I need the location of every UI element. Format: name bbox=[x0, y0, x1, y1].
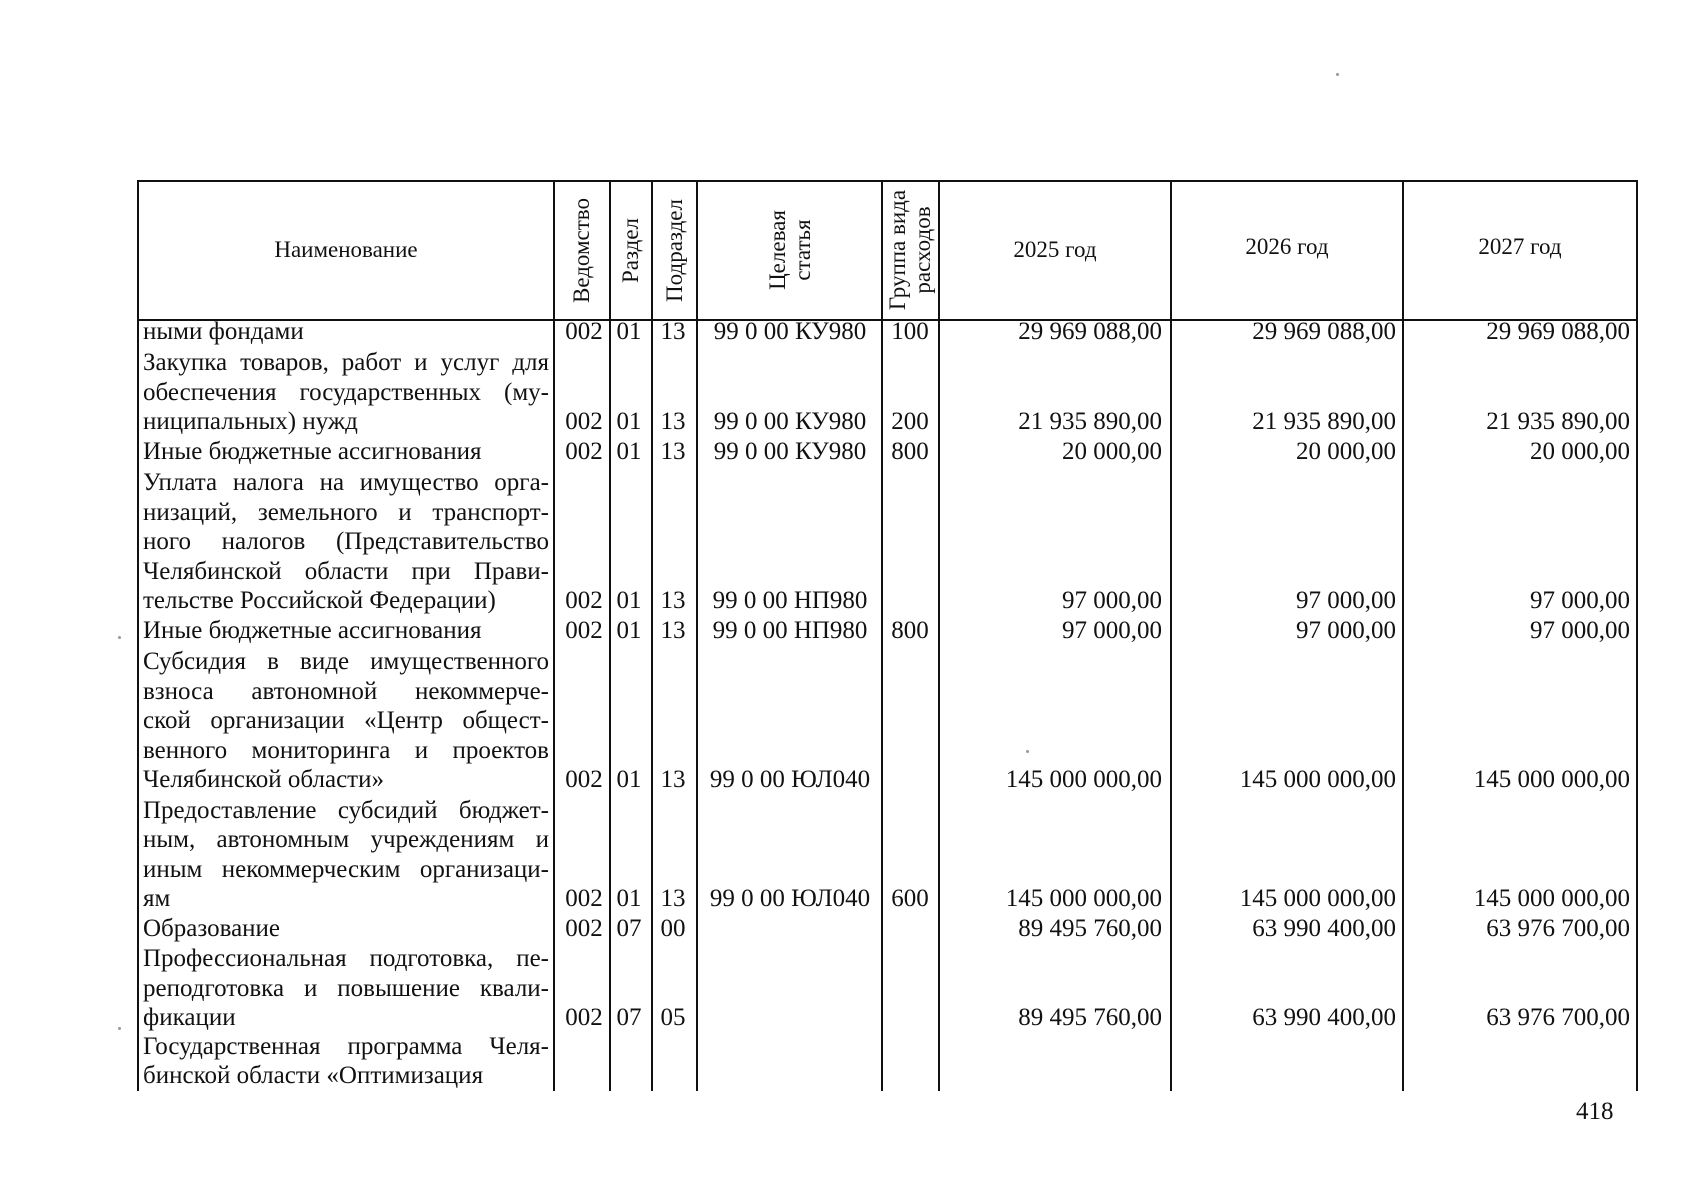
scan-speck bbox=[1026, 750, 1029, 753]
table-row bbox=[0, 944, 1693, 1033]
row-podrazdel: 13 bbox=[660, 587, 686, 615]
row-gruppa-rashodov: 100 bbox=[891, 318, 929, 346]
row-amount-2026: 21 935 890,00 bbox=[1252, 408, 1396, 436]
row-name bbox=[143, 944, 549, 1033]
row-celevaya-statya: 99 0 00 НП980 bbox=[712, 617, 868, 645]
row-amount-2026: 97 000,00 bbox=[1296, 587, 1396, 615]
row-name-line: Челябинской области при Прави- bbox=[143, 557, 549, 585]
row-amount-2027: 63 976 700,00 bbox=[1486, 1004, 1630, 1032]
row-name-line: Иные бюджетные ассигнования bbox=[143, 438, 482, 466]
row-amount-2026: 97 000,00 bbox=[1296, 617, 1396, 645]
row-celevaya-statya: 99 0 00 ЮЛ040 bbox=[709, 885, 871, 913]
row-name-line: Уплата налога на имущество орга- bbox=[143, 469, 549, 497]
table-row bbox=[0, 317, 1693, 347]
header-2026-label: 2026 год bbox=[1245, 234, 1329, 259]
row-name-line: бинской области «Оптимизация bbox=[143, 1062, 484, 1090]
row-name-line: фикации bbox=[143, 1004, 236, 1032]
row-gruppa-rashodov: 200 bbox=[891, 408, 929, 436]
page-number: 418 bbox=[1576, 1098, 1614, 1125]
row-razdel: 01 bbox=[616, 587, 642, 615]
row-podrazdel: 13 bbox=[660, 318, 686, 346]
table-row bbox=[0, 796, 1693, 914]
row-name bbox=[143, 914, 549, 944]
row-razdel: 01 bbox=[616, 408, 642, 436]
row-name bbox=[143, 468, 549, 616]
table-row bbox=[0, 647, 1693, 795]
row-amount-2025: 97 000,00 bbox=[1062, 587, 1162, 615]
row-amount-2027: 145 000 000,00 bbox=[1473, 885, 1630, 913]
row-podrazdel: 13 bbox=[660, 766, 686, 794]
row-amount-2025: 145 000 000,00 bbox=[1005, 766, 1162, 794]
row-amount-2027: 97 000,00 bbox=[1530, 617, 1630, 645]
header-gruppa-line1: Группа вида bbox=[885, 189, 911, 311]
row-vedomstvo: 002 bbox=[565, 408, 603, 436]
header-vedomstvo bbox=[555, 182, 609, 318]
header-2027-label: 2027 год bbox=[1478, 234, 1562, 259]
row-name bbox=[143, 1032, 549, 1091]
row-vedomstvo: 002 bbox=[565, 766, 603, 794]
row-vedomstvo: 002 bbox=[565, 915, 603, 943]
row-amount-2025: 89 495 760,00 bbox=[1018, 1004, 1162, 1032]
row-name-line: Субсидия в виде имущественного bbox=[143, 648, 549, 676]
row-razdel: 01 bbox=[616, 438, 642, 466]
row-name-line: ного налогов (Представительство bbox=[143, 528, 549, 556]
row-podrazdel: 13 bbox=[660, 408, 686, 436]
row-name bbox=[143, 437, 549, 467]
row-amount-2025: 29 969 088,00 bbox=[1018, 318, 1162, 346]
header-gruppa-label bbox=[886, 190, 936, 310]
row-name-line: Иные бюджетные ассигнования bbox=[143, 617, 482, 645]
row-amount-2025: 89 495 760,00 bbox=[1018, 915, 1162, 943]
row-name bbox=[143, 796, 549, 914]
row-name-line: ным, автономным учреждениям и bbox=[143, 826, 549, 854]
table-row bbox=[0, 914, 1693, 944]
row-amount-2026: 145 000 000,00 bbox=[1239, 885, 1396, 913]
row-podrazdel: 00 bbox=[660, 915, 686, 943]
row-name-line: взноса автономной некоммерче- bbox=[143, 677, 549, 705]
row-gruppa-rashodov: 600 bbox=[891, 885, 929, 913]
row-celevaya-statya: 99 0 00 КУ980 bbox=[713, 318, 867, 346]
row-name-line: Предоставление субсидий бюджет- bbox=[143, 796, 549, 824]
row-amount-2025: 21 935 890,00 bbox=[1018, 408, 1162, 436]
row-podrazdel: 13 bbox=[660, 438, 686, 466]
row-name bbox=[143, 647, 549, 795]
row-amount-2026: 20 000,00 bbox=[1296, 438, 1396, 466]
header-name bbox=[139, 182, 553, 318]
scan-speck bbox=[1336, 73, 1339, 76]
row-podrazdel: 13 bbox=[660, 885, 686, 913]
row-name-line: венного мониторинга и проектов bbox=[143, 736, 549, 764]
row-amount-2027: 97 000,00 bbox=[1530, 587, 1630, 615]
row-celevaya-statya: 99 0 00 КУ980 bbox=[713, 408, 867, 436]
row-amount-2025: 97 000,00 bbox=[1062, 617, 1162, 645]
row-amount-2026: 63 990 400,00 bbox=[1252, 915, 1396, 943]
row-name bbox=[143, 616, 549, 646]
row-name-line: тельстве Российской Федерации) bbox=[143, 587, 496, 615]
header-celevaya-label bbox=[764, 210, 814, 290]
table-row bbox=[0, 468, 1693, 616]
row-amount-2025: 145 000 000,00 bbox=[1005, 885, 1162, 913]
row-podrazdel: 05 bbox=[660, 1004, 686, 1032]
header-celevaya bbox=[698, 182, 881, 318]
header-2025 bbox=[940, 182, 1170, 318]
row-gruppa-rashodov: 800 bbox=[891, 617, 929, 645]
row-amount-2027: 145 000 000,00 bbox=[1473, 766, 1630, 794]
row-razdel: 01 bbox=[616, 885, 642, 913]
table-row bbox=[0, 437, 1693, 467]
row-name bbox=[143, 348, 549, 437]
row-gruppa-rashodov: 800 bbox=[891, 438, 929, 466]
row-name-line: реподготовка и повышение квали- bbox=[143, 974, 549, 1002]
row-name-line: Государственная программа Челя- bbox=[143, 1032, 549, 1060]
header-podrazdel bbox=[653, 182, 696, 318]
scan-speck bbox=[118, 1027, 121, 1030]
row-name-line: обеспечения государственных (му- bbox=[143, 378, 549, 406]
row-vedomstvo: 002 bbox=[565, 617, 603, 645]
header-razdel-label: Раздел bbox=[618, 217, 644, 283]
row-amount-2026: 145 000 000,00 bbox=[1239, 766, 1396, 794]
row-razdel: 01 bbox=[616, 617, 642, 645]
row-name-line: Челябинской области» bbox=[143, 766, 384, 794]
row-name-line: низаций, земельного и транспорт- bbox=[143, 498, 549, 526]
header-name-label: Наименование bbox=[274, 237, 418, 262]
row-name-line: ниципальных) нужд bbox=[143, 408, 358, 436]
row-vedomstvo: 002 bbox=[565, 438, 603, 466]
row-vedomstvo: 002 bbox=[565, 1004, 603, 1032]
row-vedomstvo: 002 bbox=[565, 318, 603, 346]
header-celevaya-line2: статья bbox=[789, 219, 815, 281]
header-vedomstvo-label: Ведомство bbox=[569, 197, 595, 303]
row-name-line: ской организации «Центр общест- bbox=[143, 707, 549, 735]
row-vedomstvo: 002 bbox=[565, 587, 603, 615]
scan-speck bbox=[118, 636, 121, 639]
row-amount-2025: 20 000,00 bbox=[1062, 438, 1162, 466]
row-celevaya-statya: 99 0 00 КУ980 bbox=[713, 438, 867, 466]
row-amount-2027: 29 969 088,00 bbox=[1486, 318, 1630, 346]
header-razdel bbox=[611, 182, 651, 318]
table-row bbox=[0, 1032, 1693, 1091]
row-amount-2027: 21 935 890,00 bbox=[1486, 408, 1630, 436]
header-2026 bbox=[1172, 182, 1402, 312]
row-name-line: Образование bbox=[143, 915, 281, 943]
row-name-line: иным некоммерческим организаци- bbox=[143, 855, 549, 883]
header-2027 bbox=[1404, 182, 1636, 312]
row-name bbox=[143, 317, 549, 347]
row-razdel: 01 bbox=[616, 318, 642, 346]
row-name-line: ям bbox=[143, 885, 171, 913]
row-amount-2026: 63 990 400,00 bbox=[1252, 1004, 1396, 1032]
header-gruppa bbox=[883, 182, 938, 318]
row-name-line: ными фондами bbox=[143, 318, 304, 346]
row-razdel: 01 bbox=[616, 766, 642, 794]
row-amount-2027: 20 000,00 bbox=[1530, 438, 1630, 466]
row-celevaya-statya: 99 0 00 ЮЛ040 bbox=[709, 766, 871, 794]
row-razdel: 07 bbox=[616, 1004, 642, 1032]
row-amount-2026: 29 969 088,00 bbox=[1252, 318, 1396, 346]
row-amount-2027: 63 976 700,00 bbox=[1486, 915, 1630, 943]
header-podrazdel-label: Подраздел bbox=[662, 198, 688, 302]
table-row bbox=[0, 616, 1693, 646]
row-name-line: Закупка товаров, работ и услуг для bbox=[143, 349, 549, 377]
row-name-line: Профессиональная подготовка, пе- bbox=[143, 945, 549, 973]
table-row bbox=[0, 348, 1693, 437]
header-2025-label: 2025 год bbox=[1013, 237, 1097, 262]
header-celevaya-line1: Целевая bbox=[764, 210, 790, 290]
row-razdel: 07 bbox=[616, 915, 642, 943]
row-vedomstvo: 002 bbox=[565, 885, 603, 913]
row-podrazdel: 13 bbox=[660, 617, 686, 645]
header-gruppa-line2: расходов bbox=[910, 206, 936, 294]
row-celevaya-statya: 99 0 00 НП980 bbox=[712, 587, 868, 615]
